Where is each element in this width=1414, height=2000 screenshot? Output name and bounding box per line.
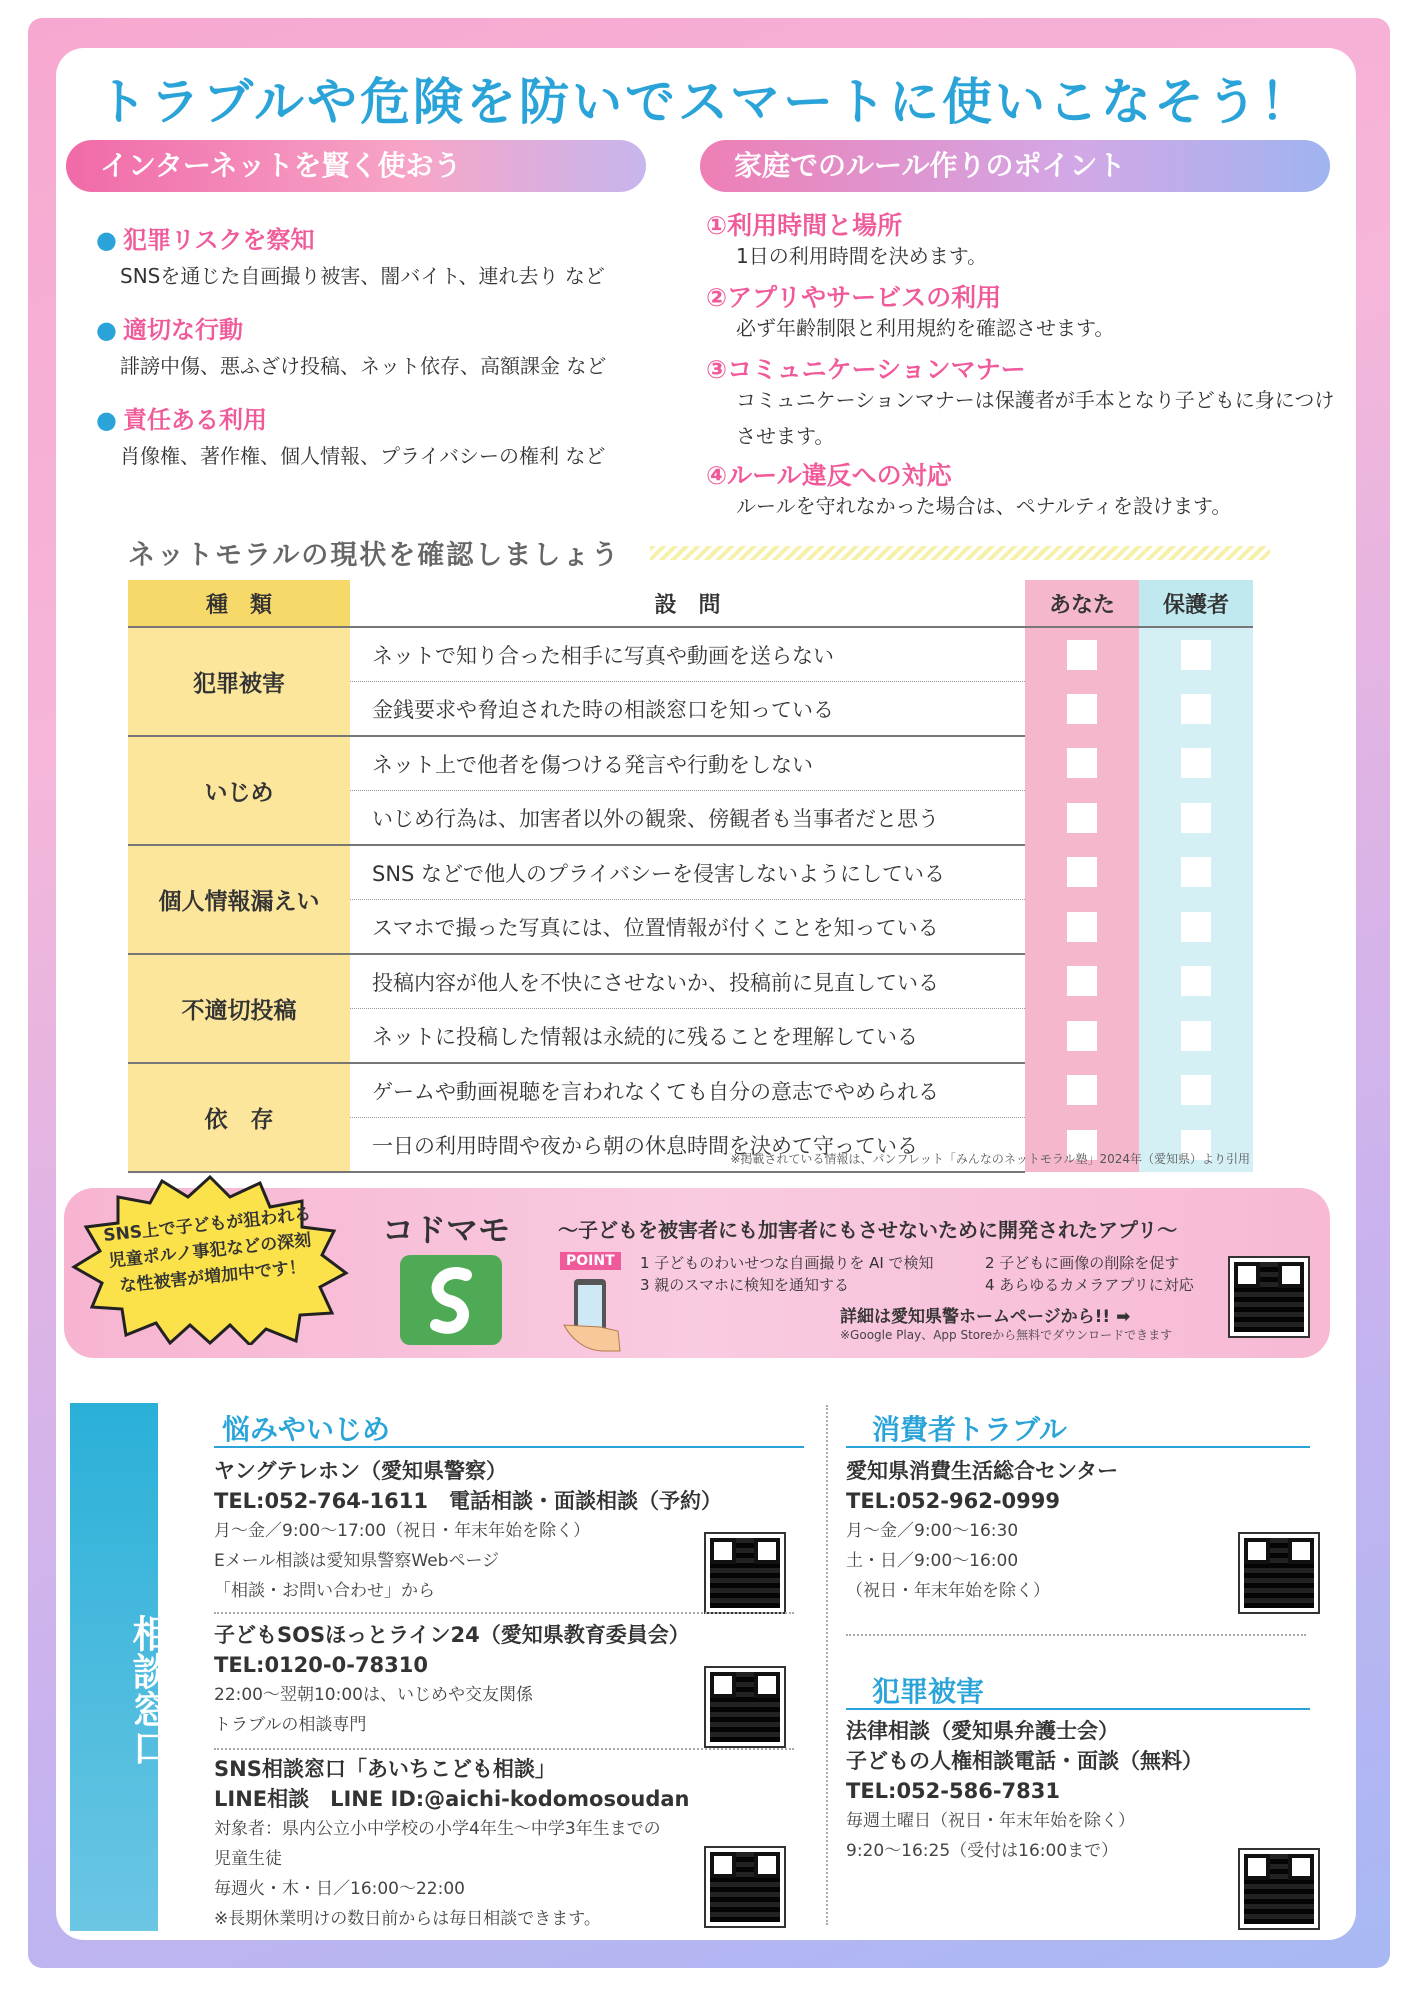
you-cell [1025,1063,1139,1118]
bullet-label: 責任ある利用 [122,406,267,434]
guardian-cell [1139,845,1253,900]
young-email: Eメール相談は愛知県警察Webページ [214,1551,500,1571]
bullet-label: 犯罪リスクを察知 [122,226,315,254]
source-note: ※掲載されている情報は、パンフレット「みんなのネットモラル塾」2024年（愛知県）より引用 [730,1152,1250,1166]
bullet-desc: 肖像権、著作権、個人情報、プライバシーの権利 など [120,444,606,468]
bullet-crime-risk [96,220,314,255]
kodomamo-point: 1 子どものわいせつな自画撮りを AI で検知 [640,1254,934,1272]
crime-hours-time: 9:20～16:25（受付は16:00まで） [846,1841,1119,1861]
title-stripe-decoration [650,546,1270,560]
point-desc: 必ず年齢制限と利用規約を確認させます。 [736,316,1115,340]
sns-line-id: LINE相談 LINE ID:@aichi-kodomosoudan [214,1787,690,1811]
point-desc: ルールを守れなかった場合は、ペナルティを設けます。 [736,494,1232,518]
question-cell: 一日の利用時間や夜から朝の休息時間を決めて守っている [350,1118,1025,1173]
header-guardian: 保護者 [1139,580,1253,627]
kodomamo-point: 4 あらゆるカメラアプリに対応 [985,1276,1194,1294]
you-checkbox[interactable] [1067,966,1097,996]
header-question: 設 問 [350,580,1025,627]
consumer-block [846,1456,1306,1606]
kodomamo-point: 2 子どもに画像の削除を促す [985,1254,1180,1272]
you-cell [1025,900,1139,955]
header-category: 種 類 [128,580,350,627]
you-cell [1025,954,1139,1009]
guardian-cell [1139,791,1253,846]
column-divider [826,1405,828,1925]
sos-hours-note: トラブルの相談専門 [214,1715,367,1735]
kodomamo-app-icon [400,1255,502,1345]
consumer-qr-code[interactable] [1240,1534,1318,1612]
crime-qr-code[interactable] [1240,1850,1318,1928]
divider [214,1612,794,1614]
young-hours: 月～金／9:00～17:00（祝日・年末年始を除く） [214,1521,591,1541]
you-checkbox[interactable] [1067,1075,1097,1105]
category-cell: 犯罪被害 [128,627,350,736]
guardian-cell [1139,736,1253,791]
consumer-hours-weekend: 土・日／9:00～16:00 [846,1551,1019,1571]
page-title: トラブルや危険を防いでスマートに使いこなそう！ [97,73,1313,131]
you-checkbox[interactable] [1067,857,1097,887]
bullet-desc: SNSを通じた自画撮り被害、闇バイト、連れ去り など [120,264,605,288]
you-checkbox[interactable] [1067,803,1097,833]
point-heading: ①利用時間と場所 [706,211,903,240]
kodomamo-subtitle: ～子どもを被害者にも加害者にもさせないために開発されたアプリ～ [558,1218,1178,1242]
internet-heading: インターネットを賢く使おう [66,140,646,192]
you-checkbox[interactable] [1067,640,1097,670]
crime-org: 法律相談（愛知県弁護士会） [846,1719,1119,1743]
you-cell [1025,845,1139,900]
question-cell: 投稿内容が他人を不快にさせないか、投稿前に見直している [350,954,1025,1009]
you-checkbox[interactable] [1067,748,1097,778]
guardian-checkbox[interactable] [1181,694,1211,724]
sns-hours: 毎週火・木・日／16:00～22:00 [214,1879,465,1899]
guardian-cell [1139,1009,1253,1064]
sos-name: 子どもSOSほっとライン24（愛知県教育委員会） [214,1623,690,1647]
crime-tel: TEL:052-586-7831 [846,1779,1060,1803]
divider [846,1634,1306,1636]
you-checkbox[interactable] [1067,1021,1097,1051]
crime-name: 子どもの人権相談電話・面談（無料） [846,1749,1203,1773]
guardian-cell [1139,900,1253,955]
young-name: ヤングテレホン（愛知県警察） [214,1459,507,1483]
consumer-hours-note: （祝日・年末年始を除く） [846,1581,1050,1601]
young-tel: TEL:052-764-1611 電話相談・面談相談（予約） [214,1489,722,1513]
worries-heading: 悩みやいじめ [222,1413,391,1446]
category-cell: 不適切投稿 [128,954,350,1063]
you-cell [1025,736,1139,791]
table-row [128,954,1253,1009]
point-heading: ②アプリやサービスの利用 [706,283,1002,312]
guardian-cell [1139,627,1253,682]
you-cell [1025,627,1139,682]
question-cell: スマホで撮った写真には、位置情報が付くことを知っている [350,900,1025,955]
guardian-checkbox[interactable] [1181,803,1211,833]
heading-underline [214,1446,804,1448]
sos-qr-code[interactable] [706,1668,784,1746]
category-cell: 個人情報漏えい [128,845,350,954]
kodomamo-detail-link[interactable] [840,1302,1130,1327]
category-cell: 依 存 [128,1063,350,1172]
heading-underline [846,1446,1310,1448]
bullet-dot-icon: ● [96,316,117,344]
question-cell: ゲームや動画視聴を言われなくても自分の意志でやめられる [350,1063,1025,1118]
you-checkbox[interactable] [1067,694,1097,724]
young-email-link: 「相談・お問い合わせ」から [214,1581,435,1601]
guardian-cell [1139,954,1253,1009]
smartphone-hand-icon [560,1275,630,1355]
young-qr-code[interactable] [706,1534,784,1612]
question-cell: SNS などで他人のプライバシーを侵害しないようにしている [350,845,1025,900]
sns-note: ※長期休業明けの数日前からは毎日相談できます。 [214,1909,601,1929]
consumer-hours: 月～金／9:00～16:30 [846,1521,1019,1541]
guardian-cell [1139,1063,1253,1118]
table-row [128,845,1253,900]
sos-tel: TEL:0120-0-78310 [214,1653,428,1677]
consult-label: 相談窓口 [126,1614,170,1766]
you-cell [1025,682,1139,737]
heading-underline [846,1708,1310,1710]
guardian-checkbox[interactable] [1181,912,1211,942]
consumer-name: 愛知県消費生活総合センター [846,1459,1119,1483]
guardian-checkbox[interactable] [1181,857,1211,887]
point-badge: POINT [560,1252,621,1270]
sns-target-cont: 児童生徒 [214,1849,282,1869]
bullet-responsible-use [96,400,267,435]
warning-text: SNS上で子どもが狙われる児童ポルノ事犯などの深刻な性被害が増加中です！ [102,1204,313,1297]
guardian-checkbox[interactable] [1181,748,1211,778]
arrow-right-icon: ➡ [1116,1307,1131,1327]
question-cell: ネットで知り合った相手に写真や動画を送らない [350,627,1025,682]
bullet-label: 適切な行動 [122,316,243,344]
point-heading: ④ルール違反への対応 [706,461,952,490]
detail-text: 詳細は愛知県警ホームページから!! [840,1307,1111,1327]
table-row [128,1063,1253,1118]
checklist-title: ネットモラルの現状を確認しましょう [128,540,621,571]
question-cell: ネット上で他者を傷つける発言や行動をしない [350,736,1025,791]
guardian-checkbox[interactable] [1181,1021,1211,1051]
question-cell: 金銭要求や脅迫された時の相談窓口を知っている [350,682,1025,737]
bullet-dot-icon: ● [96,406,117,434]
header-you: あなた [1025,580,1139,627]
category-cell: いじめ [128,736,350,845]
bullet-dot-icon: ● [96,226,117,254]
bullet-proper-action [96,310,243,345]
sns-target: 対象者：県内公立小中学校の小学4年生～中学3年生までの [214,1819,661,1839]
kodomamo-qr-code[interactable] [1230,1258,1308,1336]
question-cell: ネットに投稿した情報は永続的に残ることを理解している [350,1009,1025,1064]
point-desc: 1日の利用時間を決めます。 [736,244,988,268]
crime-heading: 犯罪被害 [872,1675,985,1708]
divider [214,1748,794,1750]
you-cell [1025,1009,1139,1064]
sns-name: SNS相談窓口「あいちこども相談」 [214,1757,556,1781]
consumer-tel: TEL:052-962-0999 [846,1489,1060,1513]
crime-hours: 毎週土曜日（祝日・年末年始を除く） [846,1811,1135,1831]
kodomamo-note: ※Google Play、App Storeから無料でダウンロードできます [840,1328,1173,1342]
you-checkbox[interactable] [1067,912,1097,942]
bullet-desc: 誹謗中傷、悪ふざけ投稿、ネット依存、高額課金 など [120,354,607,378]
question-cell: いじめ行為は、加害者以外の観衆、傍観者も当事者だと思う [350,791,1025,846]
consumer-heading: 消費者トラブル [872,1413,1067,1446]
kodomamo-title: コドマモ [382,1211,511,1249]
guardian-checkbox[interactable] [1181,1075,1211,1105]
table-row [128,627,1253,682]
guardian-checkbox[interactable] [1181,966,1211,996]
guardian-checkbox[interactable] [1181,640,1211,670]
table-row [128,736,1253,791]
crime-block [846,1716,1306,1866]
you-cell [1025,791,1139,846]
family-rules-heading: 家庭でのルール作りのポイント [700,140,1330,192]
sns-qr-code[interactable] [706,1848,784,1926]
point-desc: コミュニケーションマナーは保護者が手本となり子どもに身につけさせます。 [736,388,1335,448]
point-heading: ③コミュニケーションマナー [706,355,1026,384]
net-moral-checklist [128,580,1253,1173]
kodomamo-point: 3 親のスマホに検知を通知する [640,1276,850,1294]
sos-hours: 22:00～翌朝10:00は、いじめや交友関係 [214,1685,533,1705]
guardian-cell [1139,682,1253,737]
